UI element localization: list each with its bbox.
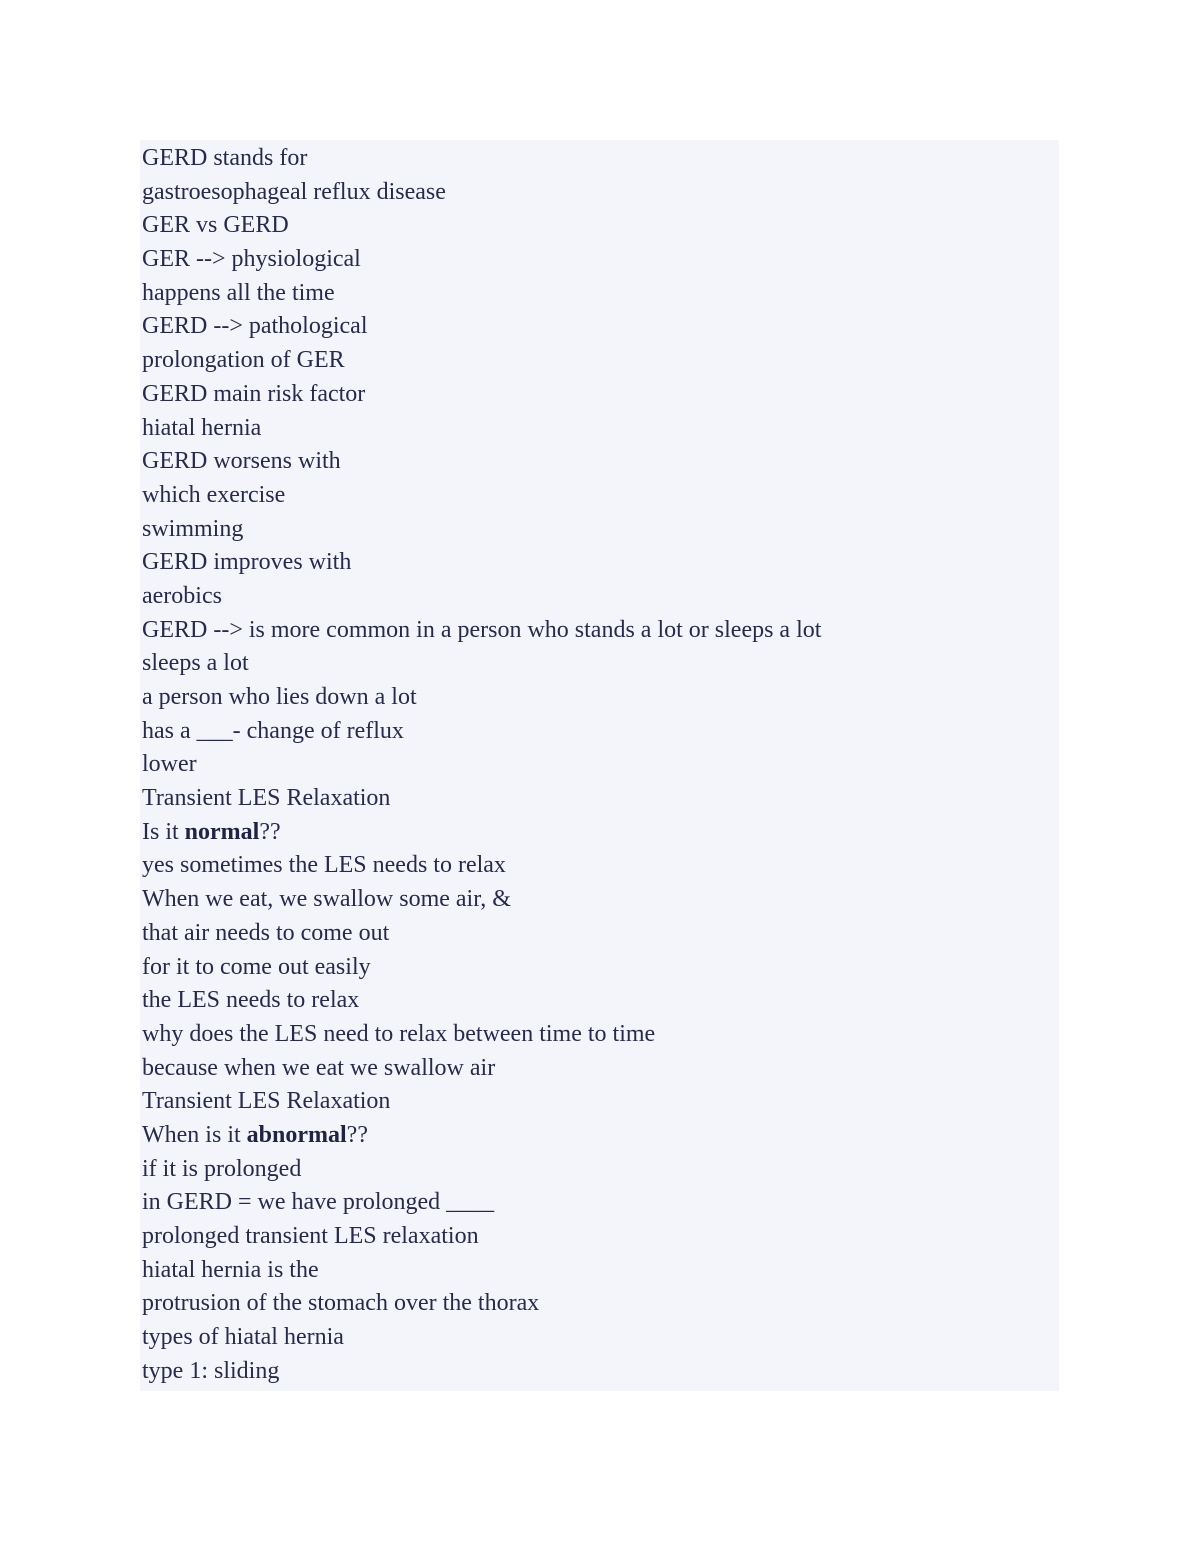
text-line: GERD --> pathological xyxy=(142,313,368,340)
text-line: for it to come out easily xyxy=(142,953,371,980)
text-line-with-bold xyxy=(140,816,1059,850)
text-line: GERD worsens with xyxy=(142,448,341,475)
text-line: yes sometimes the LES needs to relax xyxy=(142,852,506,879)
text-line: in GERD = we have prolonged ____ xyxy=(142,1189,495,1216)
text-line: Transient LES Relaxation xyxy=(142,1088,391,1115)
text-segment: ?? xyxy=(259,818,281,845)
text-line: gastroesophageal reflux disease xyxy=(142,178,446,205)
text-segment: Is it xyxy=(142,818,185,845)
text-line: GER --> physiological xyxy=(142,246,361,273)
text-line: happens all the time xyxy=(142,279,335,306)
text-line: that air needs to come out xyxy=(142,919,390,946)
text-line-with-bold xyxy=(140,1119,1059,1153)
text-line: a person who lies down a lot xyxy=(142,684,417,710)
text-line: Transient LES Relaxation xyxy=(142,785,391,812)
flashcard-text-block xyxy=(140,140,1059,1391)
text-line: swimming xyxy=(142,515,244,542)
text-segment: When is it xyxy=(142,1121,247,1148)
text-line: lower xyxy=(142,751,197,778)
text-line: has a ___- change of reflux xyxy=(142,717,404,744)
text-line: hiatal hernia xyxy=(142,414,262,441)
text-line: sleeps a lot xyxy=(142,650,249,677)
text-line: if it is prolonged xyxy=(142,1155,302,1182)
text-line: prolonged transient LES relaxation xyxy=(142,1223,479,1249)
text-line: because when we eat we swallow air xyxy=(142,1054,496,1081)
text-line: aerobics xyxy=(142,582,222,609)
bold-term: abnormal xyxy=(246,1121,347,1148)
text-line: GERD improves with xyxy=(142,549,352,576)
text-line: When we eat, we swallow some air, & xyxy=(142,886,511,913)
text-line: GER vs GERD xyxy=(142,212,289,239)
text-line: type 1: sliding xyxy=(142,1357,280,1384)
text-line: why does the LES need to relax between time to time xyxy=(142,1020,656,1047)
text-line: types of hiatal hernia xyxy=(142,1324,344,1351)
text-line: protrusion of the stomach over the thorax xyxy=(142,1290,540,1317)
text-line: hiatal hernia is the xyxy=(142,1256,319,1283)
text-line: GERD main risk factor xyxy=(142,380,366,407)
text-line: prolongation of GER xyxy=(142,347,345,374)
text-line: which exercise xyxy=(142,481,286,508)
text-line: GERD --> is more common in a person who stands a lot or sleeps a lot xyxy=(142,616,822,643)
text-segment: ?? xyxy=(346,1121,368,1148)
text-line: the LES needs to relax xyxy=(142,987,360,1014)
bold-term: normal xyxy=(184,818,260,845)
text-line: GERD stands for xyxy=(142,145,308,171)
